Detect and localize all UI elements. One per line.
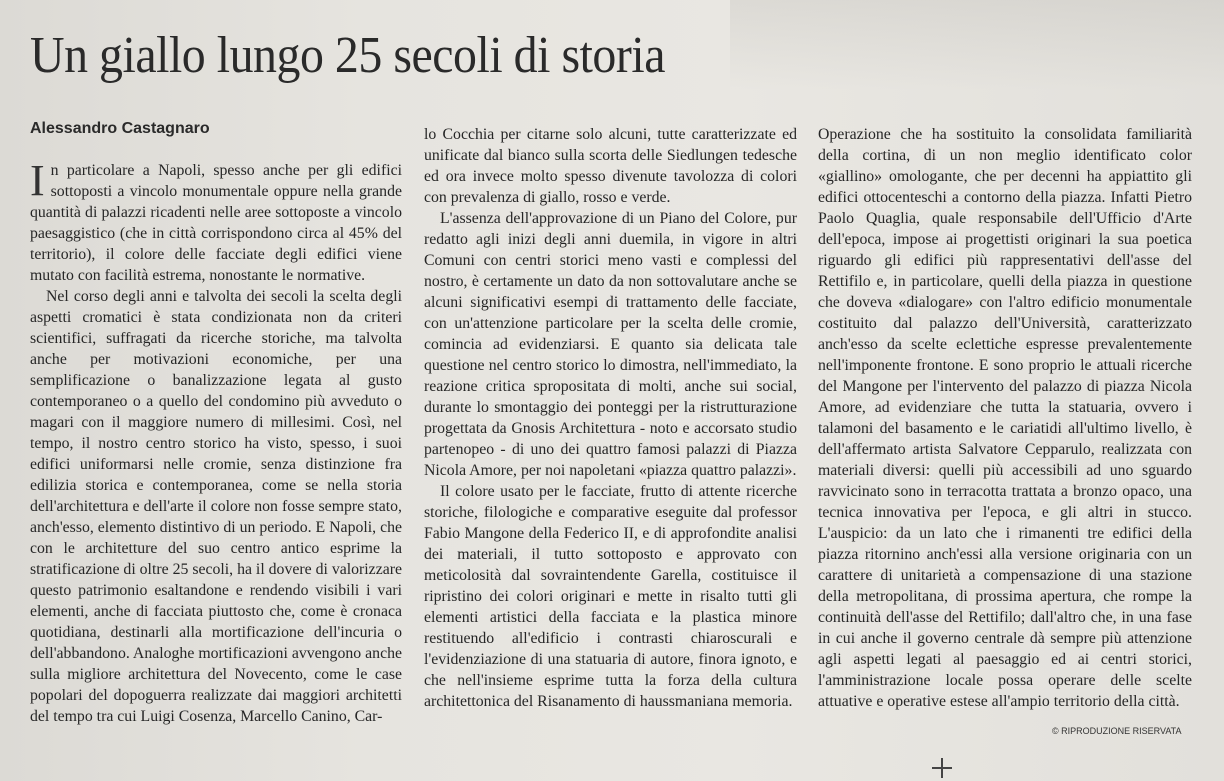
paragraph: Nel corso degli anni e talvolta dei secoli la scelta degli aspetti cromatici è stata condizionata non da criteri scientifici, suffragati da ricerche storiche, ma talvolta anche per motivazioni economiche, per una semplificazione o banalizzazione legata al gusto contemporaneo o a quello del condomino più avveduto o magari con il maggiore numero di millesimi. Così, nel tempo, il nostro centro storico ha visto, spesso, i suoi edifici uniformarsi nelle cromie, senza distinzione fra edilizia storica e contemporanea, come se nella storia dell'architettura e dell'arte il colore non fosse sempre stato, anch'esso, elemento distintivo di un periodo. E Napoli, che con le architetture del suo centro antico esprime la stratificazione di oltre 25 secoli, ha il dovere di valorizzare questo patrimonio esaltandone e rendendo visibili i vari elementi, anche di facciata piuttosto che, come è cronaca quotidiana, destinarli alla mortificazione dell'incuria o dell'abbandono. Analoghe mortificazioni avvengono anche sulla migliore architettura del Novecento, come le case popolari del dopoguerra realizzate dai maggiori architetti del tempo tra cui Luigi Cosenza, Marcello Canino, Car- bbox=[30, 288, 402, 725]
paragraph: lo Cocchia per citarne solo alcuni, tutte caratterizzate ed unificate dal bianco sulla scorta delle Siedlungen tedesche ed ora invece molto spesso divenute tavolozza di colori con prevalenza di giallo, rosso e verde. bbox=[424, 126, 797, 206]
copyright-notice: © RIPRODUZIONE RISERVATA bbox=[1052, 726, 1182, 736]
paragraph-text: n particolare a Napoli, spesso anche per gli edifici sottoposti a vincolo monumentale oppure nella grande quantità di palazzi ricadenti nelle aree sottoposte a vincolo paesaggistico (che in città corrispondono circa al 45% del territorio), il colore delle facciate degli edifici viene mutato con facilità estrema, nonostante le normative. bbox=[30, 162, 402, 284]
paragraph bbox=[30, 156, 402, 286]
column-3 bbox=[818, 124, 1192, 712]
registration-mark-icon bbox=[932, 758, 952, 778]
column-1 bbox=[30, 156, 402, 727]
bleed-through-shadow bbox=[730, 0, 1224, 90]
byline: Alessandro Castagnaro bbox=[30, 120, 210, 137]
paragraph: Operazione che ha sostituito la consolidata familiarità della cortina, di un non meglio identificato color «giallino» omologante, che per decenni ha appiattito gli edifici ottocenteschi a contorno della piazza. Infatti Pietro Paolo Quaglia, quale responsabile dell'Ufficio d'Arte dell'epoca, impose ai progettisti originari la sua poetica riguardo gli edifici più rappresentativi dell'asse del Rettifilo e, in particolare, quelli della piazza in questione che doveva «dialogare» con l'altro edificio monumentale costituito dal palazzo dell'Università, caratterizzato anch'esso da scelte eclettiche espresse prevalentemente nell'imponente frontone. E sono proprio le attuali ricerche del Mangone per l'intervento del palazzo di piazza Nicola Amore, ad evidenziare che tutta la statuaria, ovvero i talamoni del basamento e le cariatidi all'ultimo livello, è dell'affermato artista Salvatore Cepparulo, realizzata con materiali diversi: quelli più accessibili ad uno sguardo ravvicinato sono in terracotta trattata a bronzo opaco, una tecnica innovativa per l'epoca, e gli altri in stucco. L'auspicio: da un lato che i rimanenti tre edifici della piazza ritornino anch'essi alla versione originaria con un carattere di unitarietà a compensazione di una stazione della metropolitana, di prossima apertura, che rompe la continuità dell'asse del Rettifilo; dall'altro che, in una fase in cui anche il governo centrale dà sempre più attenzione agli aspetti legati al paesaggio ed ai centri storici, l'amministrazione locale possa operare delle scelte attuative e operative estese all'ampio territorio della città. bbox=[818, 126, 1192, 710]
drop-cap: I bbox=[30, 156, 45, 205]
headline: Un giallo lungo 25 secoli di storia bbox=[30, 27, 665, 84]
column-2 bbox=[424, 124, 797, 712]
paragraph: Il colore usato per le facciate, frutto di attente ricerche storiche, filologiche e comparative eseguite dal professor Fabio Mangone della Federico II, e di approfondite analisi dei materiali, il tutto sottoposto e approvato con meticolosità dal sovraintendente Garella, costituisce il ripristino dei colori originari e mette in risalto tutti gli elementi artistici della facciata e la plastica minore restituendo all'edificio i contrasti chiaroscurali e l'evidenziazione di una statuaria di autore, finora ignoto, e che nell'insieme esprime tutta la forza della cultura architettonica del Risanamento di haussmaniana memoria. bbox=[424, 483, 797, 710]
paragraph: L'assenza dell'approvazione di un Piano del Colore, pur redatto agli inizi degli anni duemila, in vigore in altri Comuni con centri storici meno vasti e complessi del nostro, è certamente un dato da non sottovalutare anche se alcuni significativi esempi di trattamento delle facciate, con un'attenzione particolare per la scelta delle cromie, comincia ad evidenziarsi. E quanto sia delicata tale questione nel centro storico lo dimostra, nell'immediato, la reazione critica spropositata di molti, anche sui social, durante lo smontaggio dei ponteggi per la ristrutturazione progettata da Gnosis Architettura - noto e accorsato studio partenopeo - di uno dei quattro famosi palazzi di Piazza Nicola Amore, per noi napoletani «piazza quattro palazzi». bbox=[424, 210, 797, 479]
